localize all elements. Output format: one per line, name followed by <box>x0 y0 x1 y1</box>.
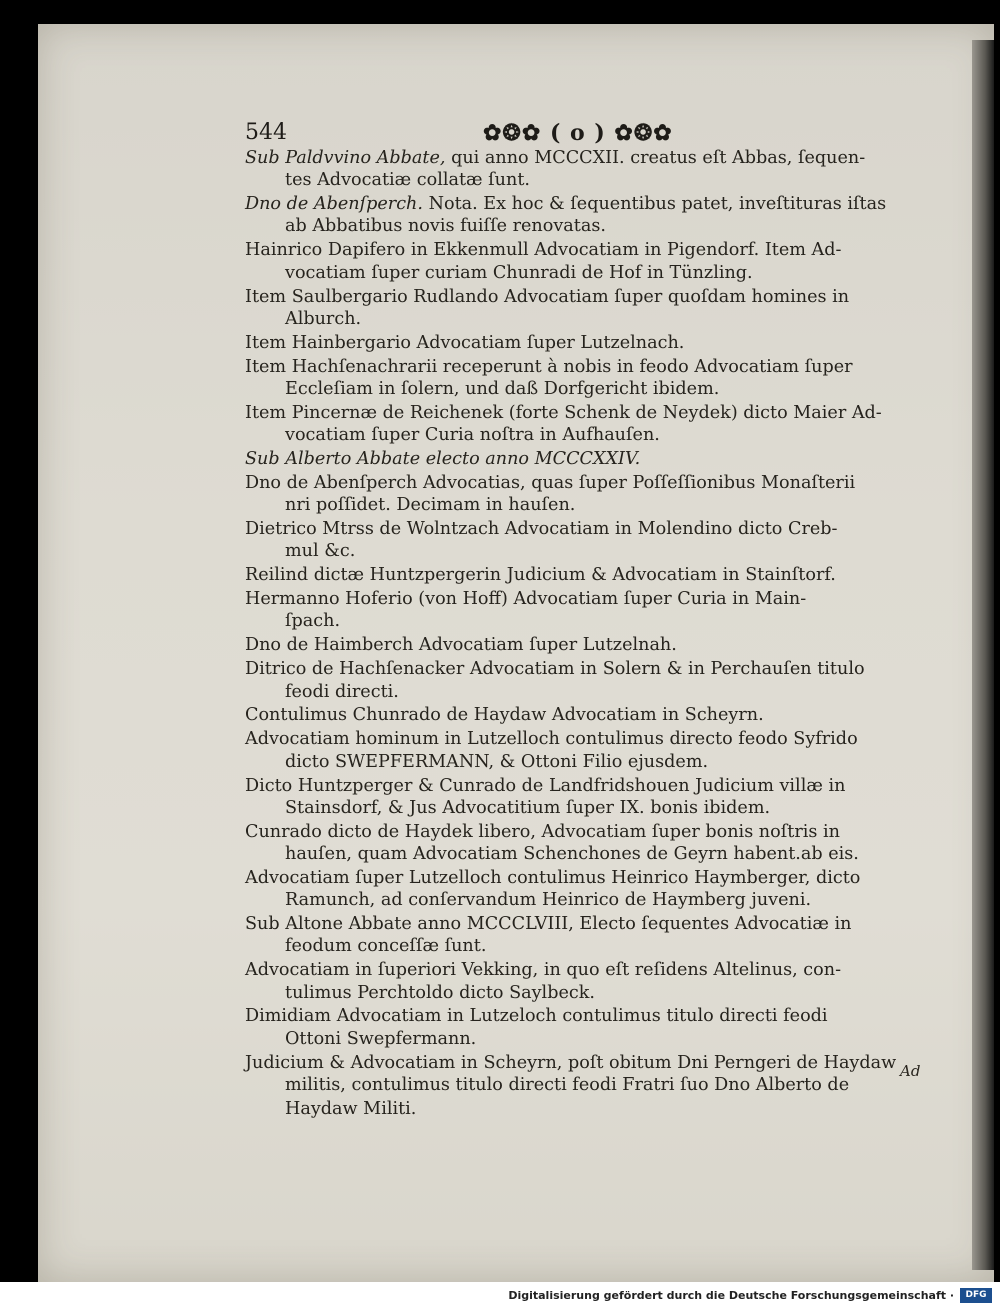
entry <box>245 332 935 354</box>
entry-continuation: ab Abbatibus novis fuiſſe renovatas. <box>285 216 606 237</box>
entry-continuation: hauſen, quam Advocatiam Schenchones de Geyrn habent.ab eis. <box>285 844 859 864</box>
entry <box>245 286 935 331</box>
entry-continuation: feodum conceſſæ ſunt. <box>285 936 487 957</box>
entry <box>245 588 935 633</box>
entry-continuation: vocatiam ſuper curiam Chunradi de Hof in Tünzling. <box>285 262 753 283</box>
entry-text: Reilind dictæ Huntzpergerin Judicium & Advocatiam in Stainſtorf. <box>245 565 836 586</box>
entry <box>245 147 935 192</box>
entry-text: Ditrico de Hachſenacker Advocatiam in Solern & in Perchauſen titulo <box>245 659 865 680</box>
entry-continuation: Alburch. <box>285 308 362 329</box>
header-ornament: ✿❂✿ ( o ) ✿❂✿ <box>483 120 673 146</box>
entry <box>245 704 935 726</box>
entry <box>245 1098 935 1120</box>
entry-text: Advocatiam ſuper Lutzelloch contulimus Heinrico Haymberger, dicto <box>245 867 861 888</box>
entry-lead: Sub Paldvvino Abbate, <box>245 148 446 168</box>
entry <box>245 564 935 586</box>
entry-text: Contulimus Chunrado de Haydaw Advocatiam in Scheyrn. <box>245 705 764 726</box>
entry-list <box>245 147 935 1122</box>
entry <box>245 959 935 1004</box>
page-edge <box>972 40 994 1270</box>
entry-continuation: feodi directi. <box>285 681 399 702</box>
entry-text: Hermanno Hoferio (von Hoff) Advocatiam ſuper Curia in Main- <box>245 589 807 610</box>
entry <box>245 448 935 470</box>
entry <box>245 867 935 912</box>
entry-text: qui anno MCCCXII. creatus eſt Abbas, ſequen- <box>445 148 866 168</box>
entry <box>245 1005 935 1050</box>
entry-text: Advocatiam hominum in Lutzelloch contulimus directo feodo Syfrido <box>245 729 858 750</box>
entry-text: Sub Altone Abbate anno MCCCLVIII, Electo ſequentes Advocatiæ in <box>245 914 852 935</box>
footer-bar <box>0 1282 1000 1309</box>
entry-text: Nota. Ex hoc & ſequentibus patet, inveſtituras iſtas <box>422 194 887 215</box>
entry-text: Judicium & Advocatiam in Scheyrn, poſt obitum Dni Perngeri de Haydaw <box>245 1052 897 1073</box>
entry-text: Dietrico Mtrss de Wolntzach Advocatiam in Molendino dicto Creb- <box>245 519 838 540</box>
entry-continuation: Haydaw Militi. <box>285 1098 417 1119</box>
entry-continuation: tes Advocatiæ collatæ ſunt. <box>285 170 530 191</box>
entry-text: Dno de Haimberch Advocatiam ſuper Lutzelnah. <box>245 635 677 656</box>
entry-continuation: mul &c. <box>285 541 356 562</box>
footer-credit: Digitalisierung gefördert durch die Deutsche Forschungsgemeinschaft · <box>508 1289 954 1302</box>
entry-continuation: Stainsdorf, & Jus Advocatitium ſuper IX. bonis ibidem. <box>285 797 771 818</box>
entry-text: Cunrado dicto de Haydek libero, Advocatiam ſuper bonis noſtris in <box>245 821 840 842</box>
entry-text: Dno de Abenſperch Advocatias, quas ſuper Poſſeſſionibus Monaſterii <box>245 472 856 493</box>
entry <box>245 356 935 401</box>
entry <box>245 239 935 284</box>
entry-text: Dicto Huntzperger & Cunrado de Landfridshouen Judicium villæ in <box>245 775 846 796</box>
entry-text: Item Saulbergario Rudlando Advocatiam ſuper quoſdam homines in <box>245 286 850 307</box>
entry <box>245 518 935 563</box>
entry-text: Dimidiam Advocatiam in Lutzeloch contulimus titulo directi feodi <box>245 1006 828 1027</box>
entry-continuation: Ottoni Swepfermann. <box>285 1028 477 1049</box>
entry-text: Item Hachſenachrarii receperunt à nobis in feodo Advocatiam ſuper <box>245 356 853 377</box>
entry-continuation: vocatiam ſuper Curia noſtra in Aufhauſen. <box>285 425 660 446</box>
entry <box>245 1052 935 1097</box>
entry <box>245 913 935 958</box>
entry <box>245 402 935 447</box>
entry <box>245 821 935 866</box>
entry <box>245 472 935 517</box>
entry <box>245 658 935 703</box>
catchword: Ad <box>900 1062 921 1080</box>
entry-text: Hainrico Dapifero in Ekkenmull Advocatiam in Pigendorf. Item Ad- <box>245 240 842 261</box>
entry-text: Advocatiam in ſuperiori Vekking, in quo eſt reſidens Altelinus, con- <box>245 960 842 981</box>
entry-lead: Dno de Abenſperch. <box>245 194 423 215</box>
entry-continuation: Eccleſiam in ſolern, und daß Dorfgericht ibidem. <box>285 378 720 399</box>
entry-continuation: nri poſſidet. Decimam in hauſen. <box>285 495 576 516</box>
entry-text: Item Hainbergario Advocatiam ſuper Lutzelnach. <box>245 332 685 353</box>
entry-continuation: ſpach. <box>285 611 341 632</box>
entry <box>245 728 935 773</box>
entry-lead: Sub Alberto Abbate electo anno MCCCXXIV. <box>245 449 641 470</box>
entry-text: Item Pincernæ de Reichenek (forte Schenk de Neydek) dicto Maier Ad- <box>245 402 882 423</box>
page-number: 544 <box>245 120 287 145</box>
entry-continuation: militis, contulimus titulo directi feodi Fratri ſuo Dno Alberto de <box>285 1074 850 1095</box>
entry <box>245 634 935 656</box>
entry-continuation: Ramunch, ad conſervandum Heinrico de Haymberg juveni. <box>285 890 812 911</box>
dfg-logo: DFG <box>960 1288 992 1303</box>
entry <box>245 193 935 238</box>
entry-continuation: tulimus Perchtoldo dicto Saylbeck. <box>285 982 595 1003</box>
entry <box>245 775 935 820</box>
entry-continuation: dicto SWEPFERMANN, & Ottoni Filio ejusdem. <box>285 751 709 772</box>
